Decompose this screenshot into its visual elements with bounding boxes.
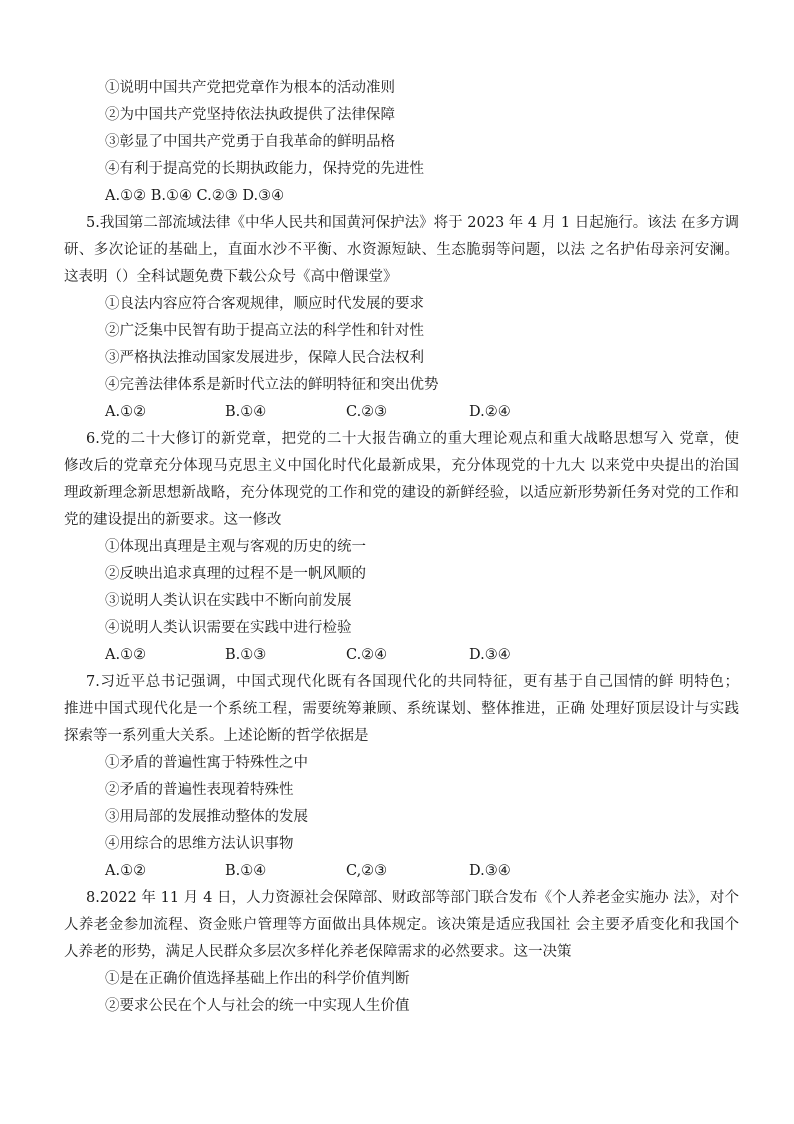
question-stem-line: 5.我国第二部流域法律《中华人民共和国黄河保护法》将于 2023 年 4 月 1 日起施行。该法 在多方调 [86, 215, 739, 231]
choice-c: C.②④ [346, 647, 388, 663]
option-line: ②矛盾的普遍性表现着特殊性 [105, 782, 294, 798]
option-line: ②反映出追求真理的过程不是一帆风顺的 [105, 566, 366, 582]
option-line: ①良法内容应符合客观规律，顺应时代发展的要求 [105, 296, 424, 312]
answer-choices [105, 402, 745, 422]
question-stem-line: 研、多次论证的基础上，直面水沙不平衡、水资源短缺、生态脆弱等问题，以法 之名护佑母亲河安澜。 [64, 242, 739, 258]
option-line: ④说明人类认识需要在实践中进行检验 [105, 620, 352, 636]
choice-b: B.①④ [225, 404, 267, 420]
question-stem-line: 人养老的形势，满足人民群众多层次多样化养老保障需求的必然要求。这一决策 [64, 944, 572, 960]
question-stem-line: 8.2022 年 11 月 4 日，人力资源社会保障部、财政部等部门联合发布《个人养老金实施办 法》，对个 [86, 890, 739, 906]
question-stem-line: 这表明（）全科试题免费下载公众号《高中僧课堂》 [64, 269, 398, 285]
option-line: ④完善法律体系是新时代立法的鲜明特征和突出优势 [105, 377, 439, 393]
choice-c: C.②③ [346, 404, 388, 420]
question-stem-line: 推进中国式现代化是一个系统工程，需要统筹兼顾、系统谋划、整体推进，正确 处理好顶层设计与实践 [64, 701, 739, 717]
choice-a: A.①② [105, 647, 147, 663]
choice-b: B.①③ [225, 647, 267, 663]
choice-d: D.③④ [469, 863, 511, 879]
question-stem-line: 7.习近平总书记强调，中国式现代化既有各国现代化的共同特征，更有基于自己国情的鲜 明特色； [86, 674, 739, 690]
option-line: ①是在正确价值选择基础上作出的科学价值判断 [105, 971, 410, 987]
option-line: ③用局部的发展推动整体的发展 [105, 809, 308, 825]
option-line: ④用综合的思维方法认识事物 [105, 836, 294, 852]
question-stem-line: 6.党的二十大修订的新党章，把党的二十大报告确立的重大理论观点和重大战略思想写入 党章，使 [86, 431, 739, 447]
answer-choices [105, 861, 745, 881]
question-stem-line: 人养老金参加流程、资金账户管理等方面做出具体规定。该决策是适应我国社 会主要矛盾变化和我国个 [64, 917, 739, 933]
answer-choices [105, 645, 745, 665]
question-stem-line: 党的建设提出的新要求。这一修改 [64, 512, 282, 528]
choice-d: D.③④ [469, 647, 511, 663]
option-line: ④有利于提高党的长期执政能力，保持党的先进性 [105, 161, 424, 177]
option-line: ③严格执法推动国家发展进步，保障人民合法权利 [105, 350, 424, 366]
option-line: ②要求公民在个人与社会的统一中实现人生价值 [105, 998, 410, 1014]
option-line: ③说明人类认识在实践中不断向前发展 [105, 593, 352, 609]
option-line: ③彰显了中国共产党勇于自我革命的鲜明品格 [105, 134, 395, 150]
option-line: ①矛盾的普遍性寓于特殊性之中 [105, 755, 308, 771]
choice-c: C,②③ [346, 863, 388, 879]
choice-a: A.①② [105, 863, 147, 879]
choice-d: D.②④ [469, 404, 511, 420]
option-line: ①体现出真理是主观与客观的历史的统一 [105, 539, 366, 555]
question-stem-line: 修改后的党章充分体现马克思主义中国化时代化最新成果，充分体现党的十九大 以来党中央提出的治国 [64, 458, 739, 474]
option-line: ②广泛集中民智有助于提高立法的科学性和针对性 [105, 323, 424, 339]
choice-a: A.①② [105, 404, 147, 420]
answer-choices-line: A.①② B.①④ C.②③ D.③④ [105, 188, 285, 204]
question-stem-line: 理政新理念新思想新战略，充分体现党的工作和党的建设的新鲜经验，以适应新形势新任务对党的工作和 [64, 485, 739, 501]
option-line: ②为中国共产党坚持依法执政提供了法律保障 [105, 107, 395, 123]
question-stem-line: 探索等一系列重大关系。上述论断的哲学依据是 [64, 728, 369, 744]
option-line: ①说明中国共产党把党章作为根本的活动准则 [105, 80, 395, 96]
choice-b: B.①④ [225, 863, 267, 879]
